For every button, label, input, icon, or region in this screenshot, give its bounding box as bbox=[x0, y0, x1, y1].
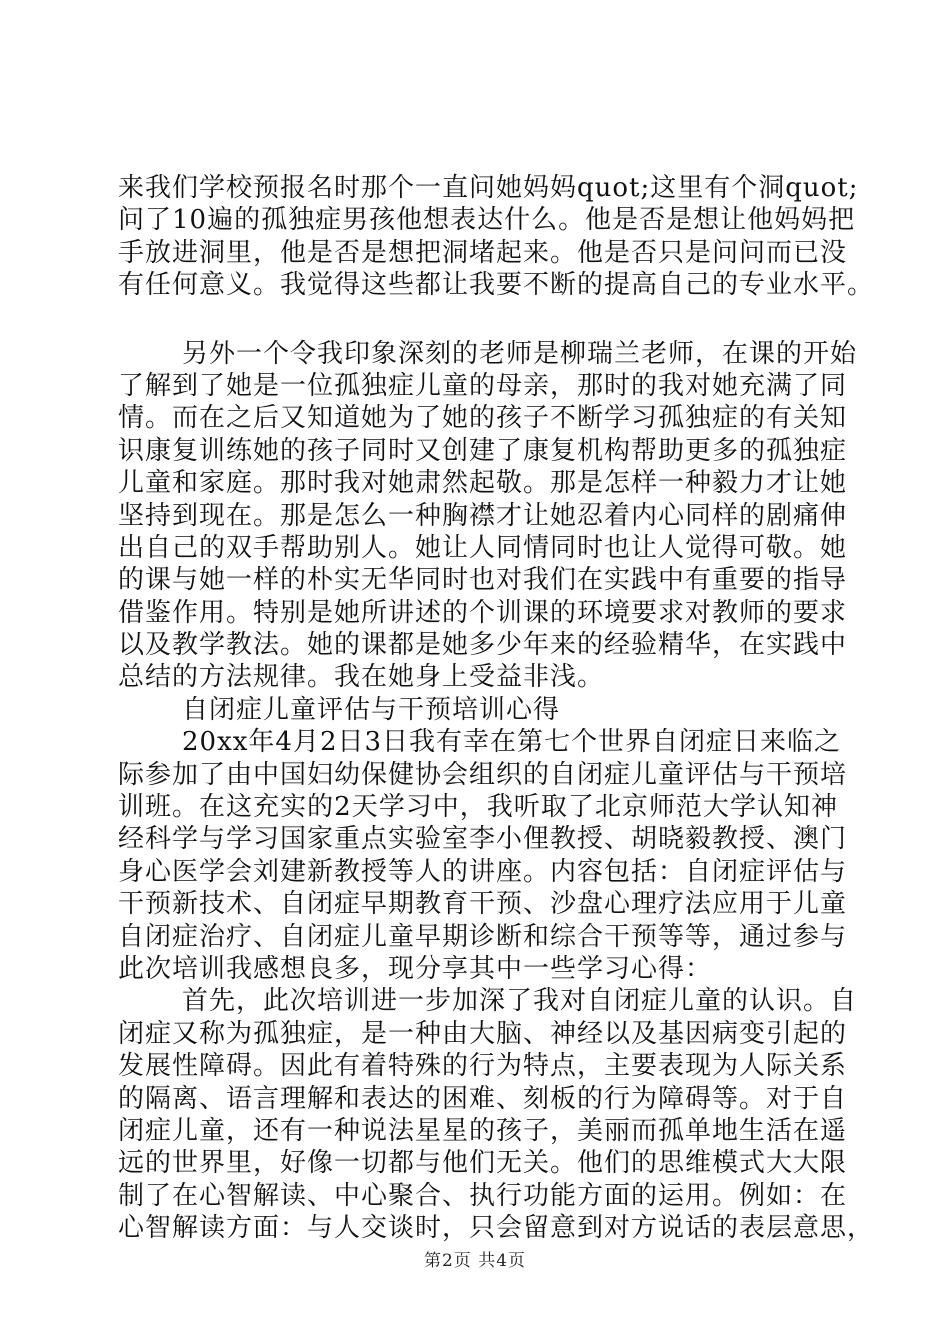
text-line: 身心医学会刘建新教授等人的讲座。内容包括：自闭症评估与 bbox=[118, 856, 848, 887]
section-title: 自闭症儿童评估与干预培训心得 bbox=[182, 694, 561, 725]
text-line: 自闭症治疗、自闭症儿童早期诊断和综合干预等等，通过参与 bbox=[118, 921, 848, 952]
text-line: 训班。在这充实的2天学习中，我听取了北京师范大学认知神 bbox=[118, 792, 838, 823]
text-line: 首先，此次培训进一步加深了我对自闭症儿童的认识。自 bbox=[182, 986, 858, 1017]
text-line: 坚持到现在。那是怎么一种胸襟才让她忍着内心同样的剧痛伸 bbox=[118, 500, 848, 531]
text-line: 手放进洞里，他是否是想把洞堵起来。他是否只是问问而已没 bbox=[118, 237, 848, 268]
paragraph-gap bbox=[118, 302, 838, 338]
paragraph-2 bbox=[118, 338, 858, 694]
text-line: 此次培训我感想良多，现分享其中一些学习心得： bbox=[118, 953, 713, 984]
text-line: 以及教学教法。她的课都是她多少年来的经验精华，在实践中 bbox=[118, 630, 848, 661]
text-line: 20xx年4月2日3日我有幸在第七个世界自闭症日来临之 bbox=[182, 727, 842, 758]
text-line: 儿童和家庭。那时我对她肃然起敬。那是怎样一种毅力才让她 bbox=[118, 468, 848, 499]
text-line: 另外一个令我印象深刻的老师是柳瑞兰老师，在课的开始 bbox=[182, 338, 858, 369]
paragraph-3 bbox=[118, 726, 848, 985]
text-line: 了解到了她是一位孤独症儿童的母亲，那时的我对她充满了同 bbox=[118, 370, 848, 401]
page-number: 第2页 共4页 bbox=[423, 1251, 527, 1271]
text-line: 借鉴作用。特别是她所讲述的个训课的环境要求对教师的要求 bbox=[118, 597, 848, 628]
text-line: 情。而在之后又知道她为了她的孩子不断学习孤独症的有关知 bbox=[118, 403, 848, 434]
text-line: 的课与她一样的朴实无华同时也对我们在实践中有重要的指导 bbox=[118, 565, 848, 596]
text-line: 来我们学校预报名时那个一直问她妈妈quot;这里有个洞quot; bbox=[118, 173, 859, 203]
paragraph-4 bbox=[118, 985, 875, 1244]
paragraph-1 bbox=[118, 172, 875, 302]
text-line: 干预新技术、自闭症早期教育干预、沙盘心理疗法应用于儿童 bbox=[118, 889, 848, 920]
text-line: 闭症又称为孤独症，是一种由大脑、神经以及基因病变引起的 bbox=[118, 1018, 848, 1049]
text-line: 的隔离、语言理解和表达的困难、刻板的行为障碍等。对于自 bbox=[118, 1083, 848, 1114]
text-line: 问了10遍的孤独症男孩他想表达什么。他是否是想让他妈妈把 bbox=[118, 205, 856, 236]
text-line: 经科学与学习国家重点实验室李小俚教授、胡晓毅教授、澳门 bbox=[118, 824, 848, 855]
text-line: 发展性障碍。因此有着特殊的行为特点，主要表现为人际关系 bbox=[118, 1051, 848, 1082]
text-line: 制了在心智解读、中心聚合、执行功能方面的运用。例如：在 bbox=[118, 1180, 848, 1211]
text-line: 出自己的双手帮助别人。她让人同情同时也让人觉得可敬。她 bbox=[118, 532, 848, 563]
text-line: 有任何意义。我觉得这些都让我要不断的提高自己的专业水平。 bbox=[118, 270, 875, 301]
text-line: 心智解读方面：与人交谈时，只会留意到对方说话的表层意思， bbox=[118, 1213, 875, 1244]
document-body bbox=[118, 172, 875, 1245]
text-line: 远的世界里，好像一切都与他们无关。他们的思维模式大大限 bbox=[118, 1148, 848, 1179]
text-line: 总结的方法规律。我在她身上受益非浅。 bbox=[118, 662, 605, 693]
text-line: 闭症儿童，还有一种说法星星的孩子，美丽而孤单地生活在遥 bbox=[118, 1115, 848, 1146]
text-line: 际参加了由中国妇幼保健协会组织的自闭症儿童评估与干预培 bbox=[118, 759, 848, 790]
text-line: 识康复训练她的孩子同时又创建了康复机构帮助更多的孤独症 bbox=[118, 435, 848, 466]
